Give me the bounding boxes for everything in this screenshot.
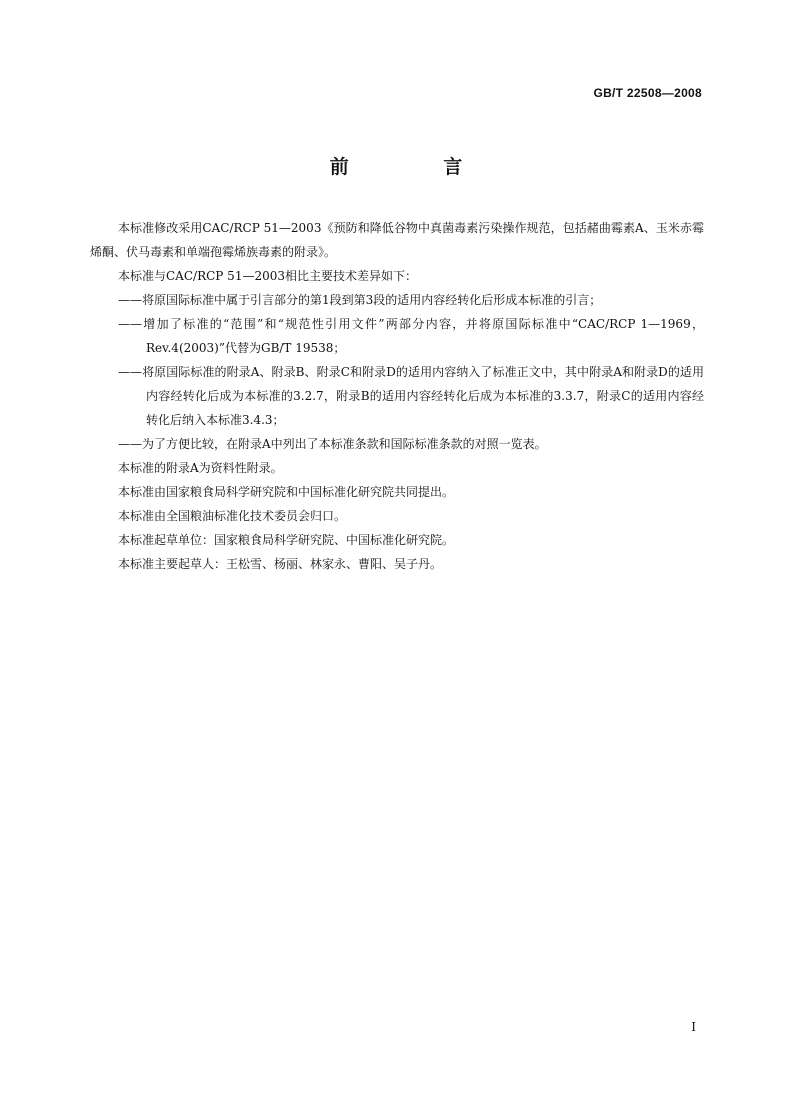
difference-item: ——增加了标准的“范围”和“规范性引用文件”两部分内容，并将原国际标准中“CAC/RCP 1—1969，Rev.4(2003)”代替为GB/T 19538； bbox=[118, 317, 704, 355]
paragraph-differences-intro: 本标准与CAC/RCP 51—2003相比主要技术差异如下： bbox=[118, 269, 417, 283]
paragraph-adoption: 本标准修改采用CAC/RCP 51—2003《预防和降低谷物中真菌毒素污染操作规范，包括赭曲霉素A、玉米赤霉烯酮、伏马毒素和单端孢霉烯族毒素的附录》。 bbox=[90, 221, 704, 259]
difference-item: ——为了方便比较，在附录A中列出了本标准条款和国际标准条款的对照一览表。 bbox=[118, 437, 547, 451]
difference-item: ——将原国际标准的附录A、附录B、附录C和附录D的适用内容纳入了标准正文中，其中附录A和附录D的适用内容经转化后成为本标准的3.2.7，附录B的适用内容经转化后成为本标准的3.3.7，附录C的适用内容经转化后纳入本标准3.4.3； bbox=[118, 365, 704, 427]
paragraph-proposer: 本标准由国家粮食局科学研究院和中国标准化研究院共同提出。 bbox=[118, 485, 455, 499]
standard-code: GB/T 22508—2008 bbox=[593, 86, 702, 100]
difference-item: ——将原国际标准中属于引言部分的第1段到第3段的适用内容经转化后形成本标准的引言； bbox=[118, 293, 602, 307]
paragraph-annex: 本标准的附录A为资料性附录。 bbox=[118, 461, 283, 475]
paragraph-committee: 本标准由全国粮油标准化技术委员会归口。 bbox=[118, 509, 347, 523]
paragraph-drafters: 本标准主要起草人：王松雪、杨丽、林家永、曹阳、吴子丹。 bbox=[118, 557, 443, 571]
foreword-body bbox=[90, 216, 704, 576]
page-title: 前 言 bbox=[329, 156, 507, 178]
paragraph-drafting-units: 本标准起草单位：国家粮食局科学研究院、中国标准化研究院。 bbox=[118, 533, 455, 547]
page-number: I bbox=[691, 1020, 696, 1034]
